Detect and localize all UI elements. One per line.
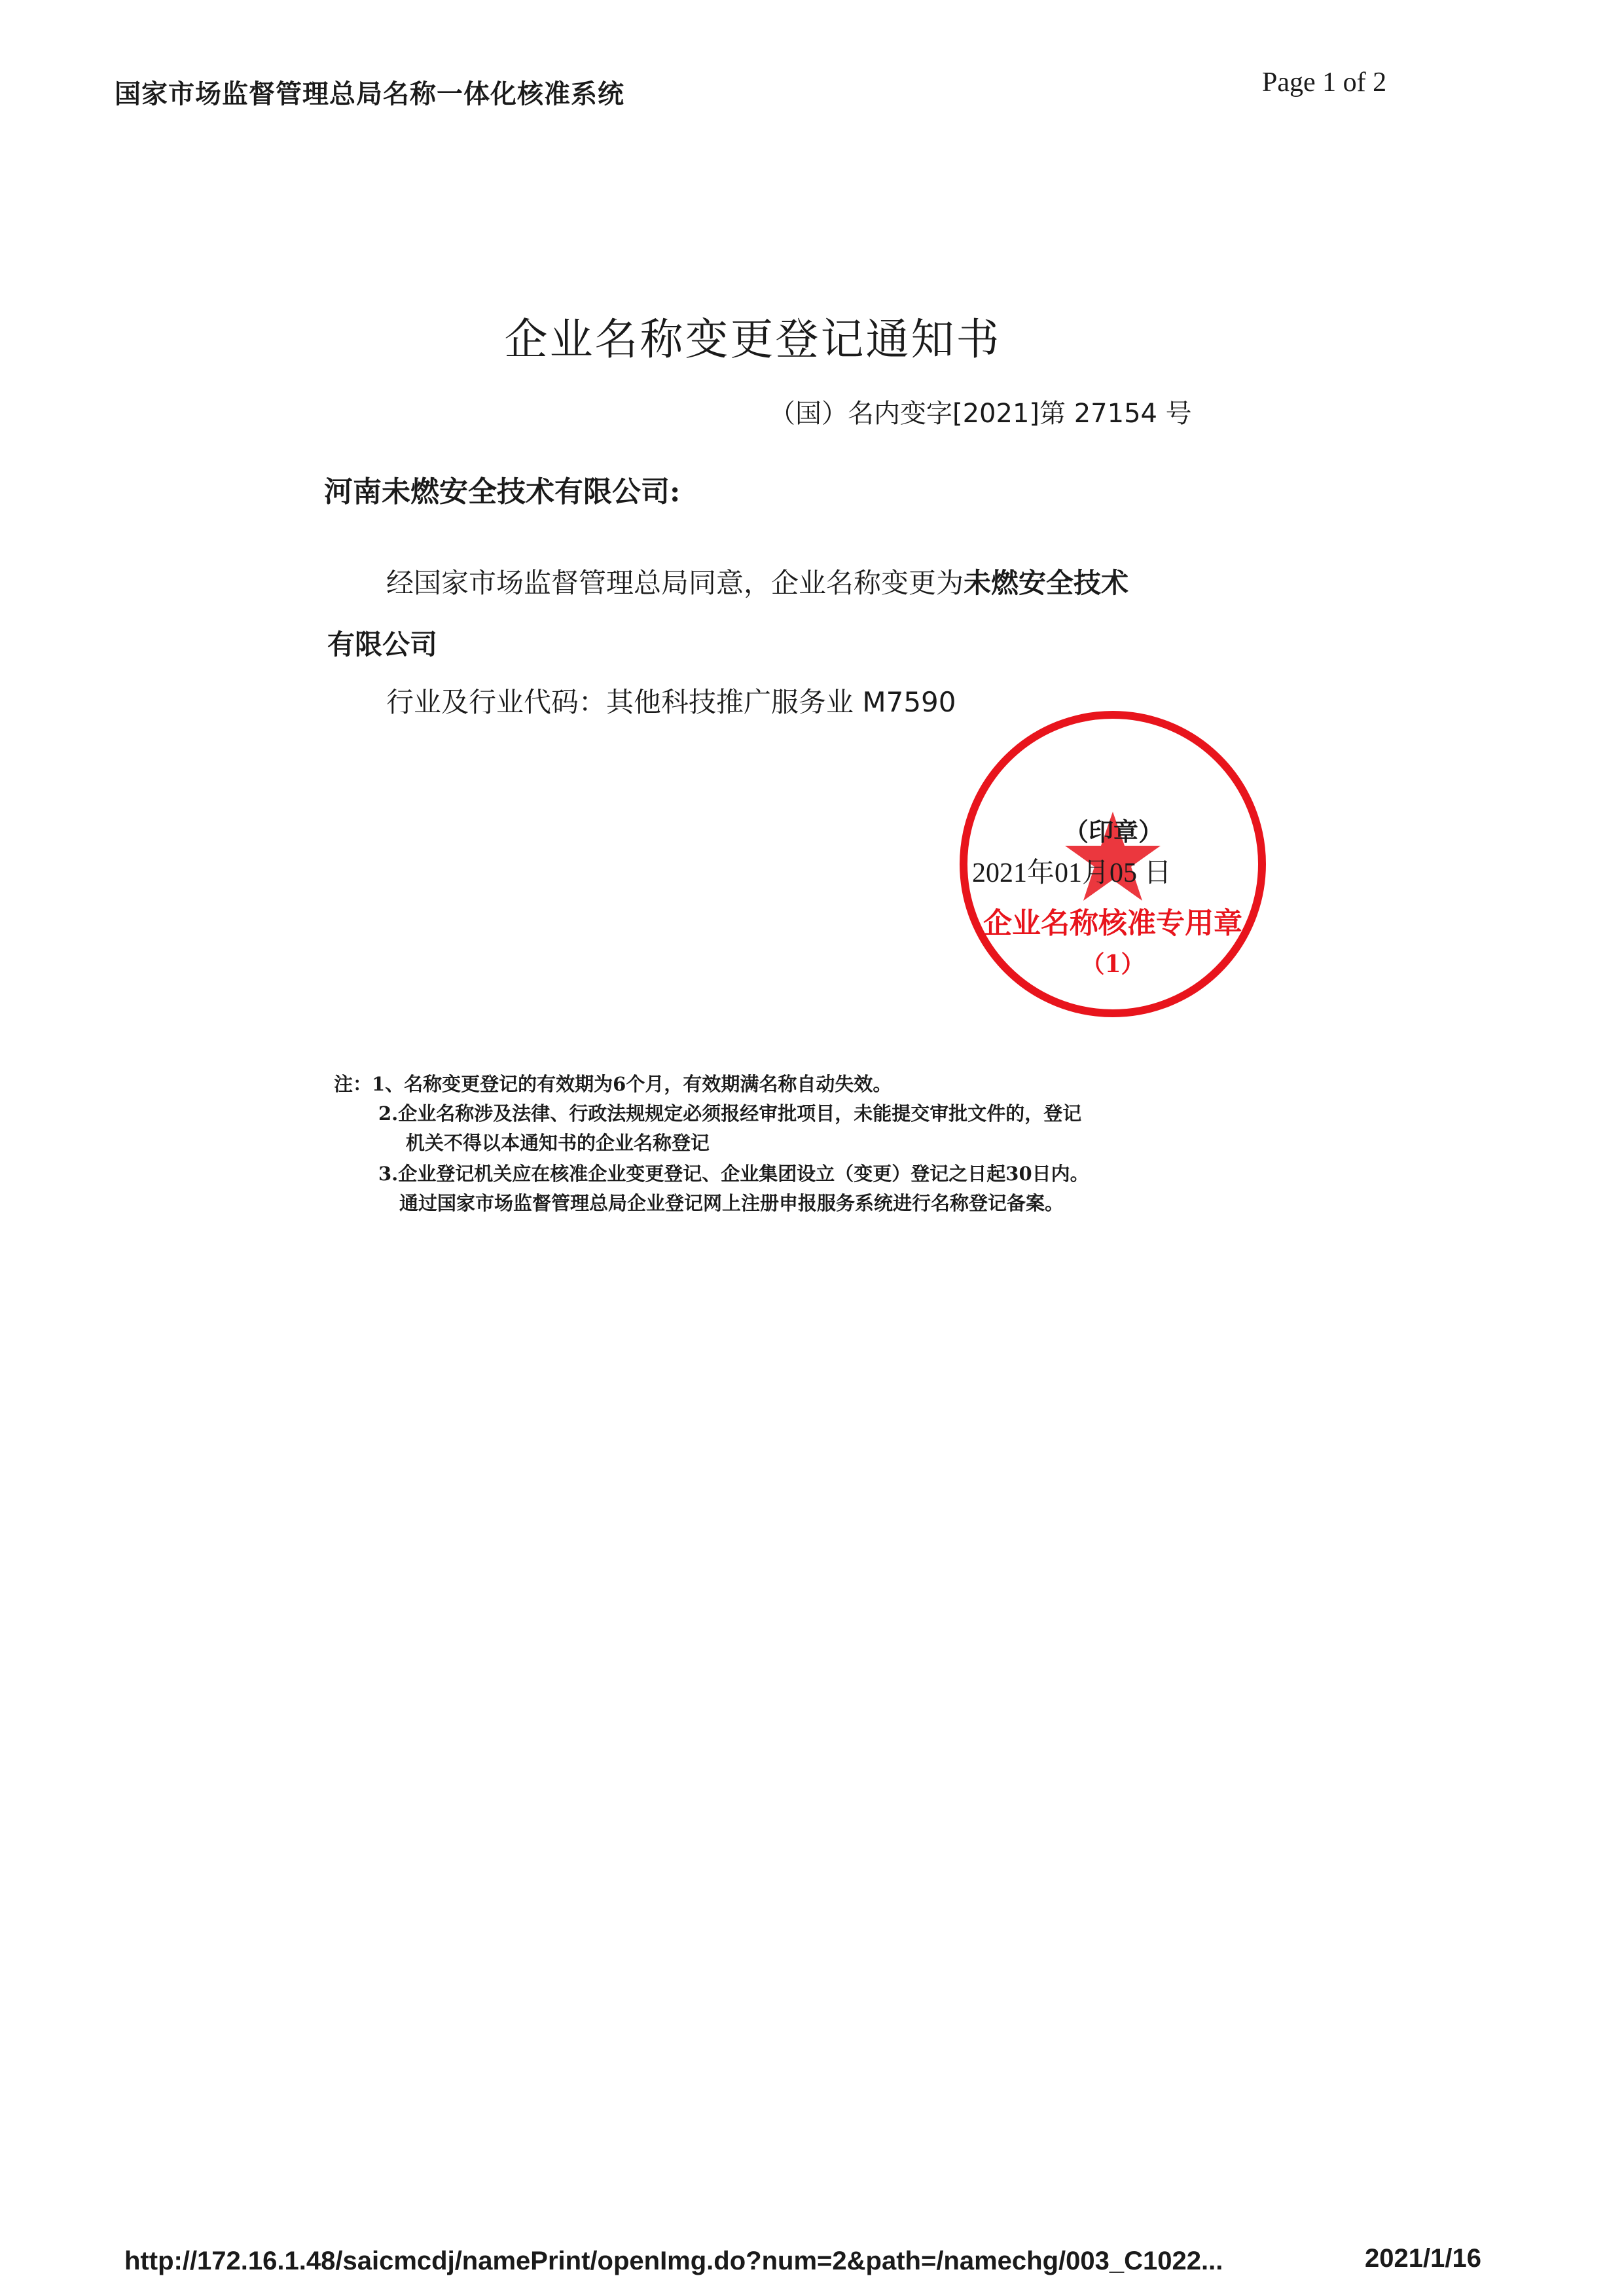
note-line: 3.企业登记机关应在核准企业变更登记、企业集团设立（变更）登记之日起30日内。 <box>378 1163 1089 1185</box>
page-indicator: Page 1 of 2 <box>1262 67 1387 98</box>
system-name: 国家市场监督管理总局名称一体化核准系统 <box>115 79 624 109</box>
seal-serial: （1） <box>1081 950 1145 978</box>
note-line: 2.企业名称涉及法律、行政法规规定必须报经审批项目，未能提交审批文件的，登记 <box>378 1102 1082 1125</box>
footer-url: http://172.16.1.48/saicmcdj/namePrint/openImg.do?num=2&path=/namechg/003_C1022... <box>124 2247 1223 2275</box>
new-company-name-part2: 有限公司 <box>327 628 438 660</box>
issue-date: 2021年01月05 日 <box>972 858 1172 888</box>
industry-line <box>386 681 956 720</box>
new-company-name-part1: 未燃安全技术 <box>964 567 1129 599</box>
industry-value: 其他科技推广服务业 M7590 <box>606 686 956 718</box>
recipient: 河南未燃安全技术有限公司: <box>324 475 681 509</box>
body-prefix: 经国家市场监督管理总局同意，企业名称变更为 <box>386 567 964 599</box>
note-line: 机关不得以本通知书的企业名称登记 <box>406 1132 710 1154</box>
seal-bottom-text: 企业名称核准专用章 <box>983 907 1242 940</box>
body-paragraph <box>386 562 1128 601</box>
document-title: 企业名称变更登记通知书 <box>504 314 1001 365</box>
seal-label: （印章） <box>1064 817 1164 846</box>
document-number: （国）名内变字[2021]第 27154 号 <box>769 399 1192 429</box>
footer-date: 2021/1/16 <box>1365 2244 1481 2273</box>
note-line: 注：1、名称变更登记的有效期为6个月，有效期满名称自动失效。 <box>334 1073 892 1095</box>
industry-label: 行业及行业代码： <box>386 686 607 718</box>
note-line: 通过国家市场监督管理总局企业登记网上注册申报服务系统进行名称登记备案。 <box>399 1192 1064 1214</box>
